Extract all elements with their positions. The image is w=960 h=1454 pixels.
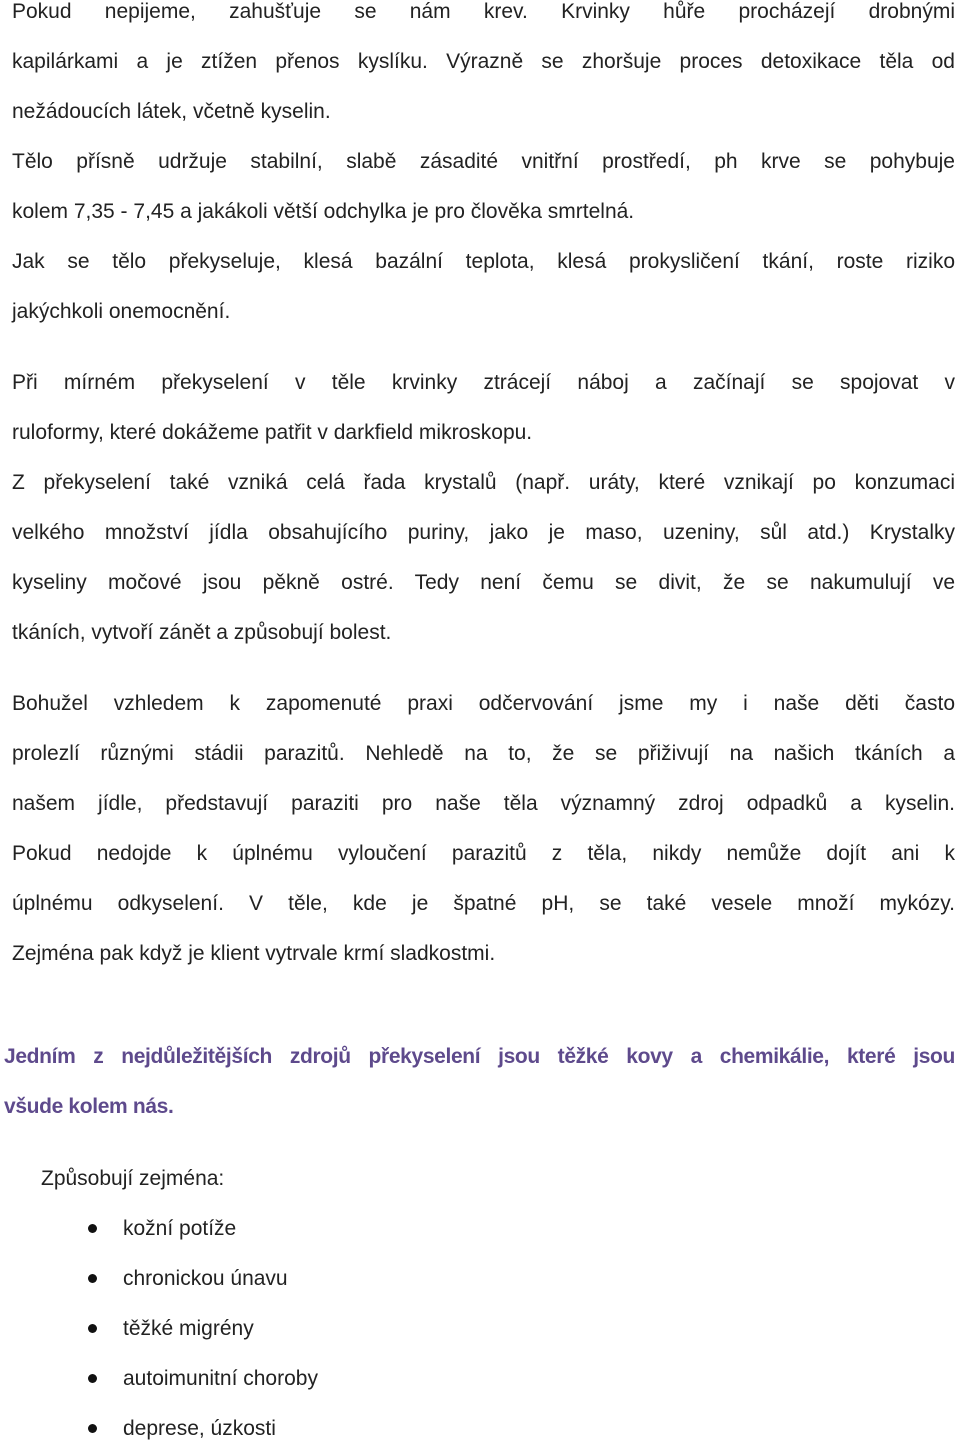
section-spacer [12,979,955,1032]
list-item-text: těžké migrény [123,1317,254,1340]
heading-line: Jedním z nejdůležitějších zdrojů překyselení jsou těžké kovy a chemikálie, které jsou [4,1045,955,1068]
text-line: tkáních, vytvoří zánět a způsobují bolest. [12,621,392,644]
list-item [12,1254,955,1304]
list-item [12,1404,955,1454]
text-line: Pokud nedojde k úplnému vyloučení parazitů z těla, nikdy nemůže dojít ani k [12,842,955,865]
paragraph-crystals [12,358,955,658]
text-line: kapilárkami a je ztížen přenos kyslíku. Výrazně se zhoršuje proces detoxikace těla od [12,50,955,73]
text-line: velkého množství jídla obsahujícího puriny, jako je maso, uzeniny, sůl atd.) Krystalky [12,521,955,544]
bullet-icon [88,1274,97,1283]
text-line: nežádoucích látek, včetně kyselin. [12,100,331,123]
text-line: Bohužel vzhledem k zapomenuté praxi odčervování jsme my i naše děti často [12,692,955,715]
list-item-text: kožní potíže [123,1217,237,1240]
text-line: Z překyselení také vzniká celá řada krystalů (např. uráty, které vznikají po konzumaci [12,471,955,494]
section-heading [4,1032,955,1132]
list-intro-text: Způsobují zejména: [41,1167,225,1190]
text-line: kyseliny močové jsou pěkně ostré. Tedy není čemu se divit, že se nakumulují ve [12,571,955,594]
bullet-icon [88,1374,97,1383]
list-item-text: chronickou únavu [123,1267,288,1290]
paragraph-dehydration [12,0,955,337]
list-intro [12,1154,955,1204]
text-line: kolem 7,35 - 7,45 a jakákoli větší odchylka je pro člověka smrtelná. [12,200,635,223]
text-line: našem jídle, představují paraziti pro naše těla významný zdroj odpadků a kyselin. [12,792,955,815]
text-line: jakýchkoli onemocnění. [12,300,231,323]
text-line: Pokud nepijeme, zahušťuje se nám krev. Krvinky hůře procházejí drobnými [12,0,955,23]
paragraph-parasites [12,679,955,979]
text-line: prolezlí různými stádii parazitů. Nehledě na to, že se přiživují na našich tkáních a [12,742,955,765]
list-item [12,1354,955,1404]
list-item [12,1304,955,1354]
heading-line: všude kolem nás. [4,1095,174,1118]
text-line: Jak se tělo překyseluje, klesá bazální teplota, klesá prokysličení tkání, roste riziko [12,250,955,273]
list-item [12,1204,955,1254]
symptom-list [12,1204,955,1454]
paragraph-spacer [12,337,955,358]
text-line: Zejména pak když je klient vytrvale krmí sladkostmi. [12,942,496,965]
bullet-icon [88,1224,97,1233]
list-item-text: deprese, úzkosti [123,1417,276,1440]
bullet-icon [88,1424,97,1433]
bullet-icon [88,1324,97,1333]
paragraph-spacer [12,658,955,679]
text-line: úplnému odkyselení. V těle, kde je špatné pH, se také vesele množí mykózy. [12,892,955,915]
text-line: ruloformy, které dokážeme patřit v darkfield mikroskopu. [12,421,533,444]
text-line: Tělo přísně udržuje stabilní, slabě zásadité vnitřní prostředí, ph krve se pohybuje [12,150,955,173]
list-item-text: autoimunitní choroby [123,1367,318,1390]
text-line: Při mírném překyselení v těle krvinky ztrácejí náboj a začínají se spojovat v [12,371,955,394]
